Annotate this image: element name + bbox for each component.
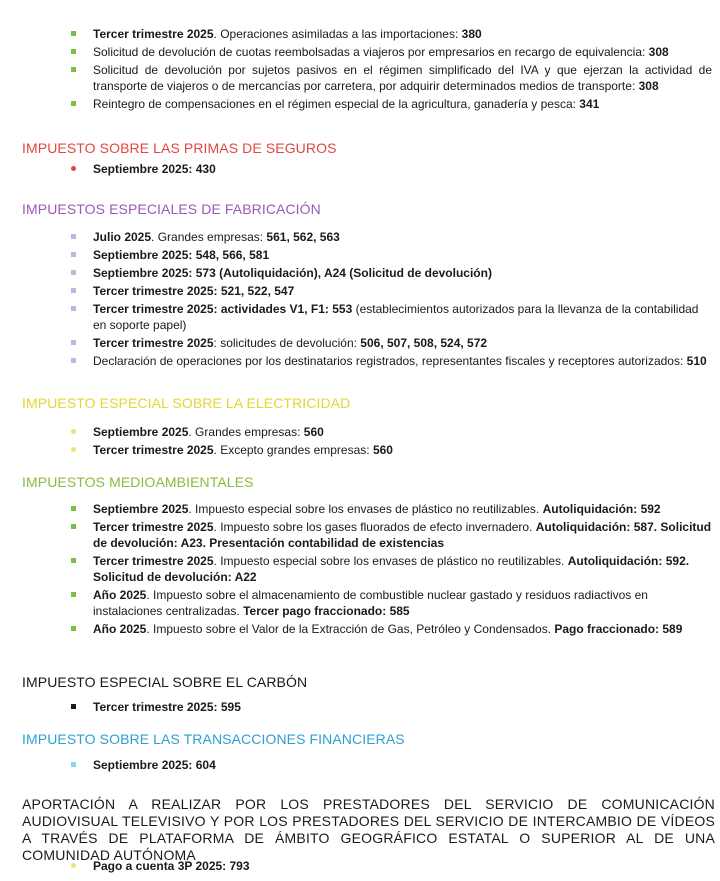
electricidad-list-section (0, 424, 720, 460)
list-item: Septiembre 2025: 548, 566, 581 (0, 247, 720, 263)
list-item: Tercer trimestre 2025: 595 (0, 699, 720, 715)
list-item: Septiembre 2025. Grandes empresas: 560 (0, 424, 720, 440)
square-bullet-icon (71, 558, 76, 563)
list-item: Solicitud de devolución por sujetos pasivos en el régimen simplificado del IVA y que ejerzan la actividad de transporte de viajeros o de mercancías por carretera, por adquirir determinados medios de transporte: 308 (0, 62, 720, 94)
section-heading-electricidad: IMPUESTO ESPECIAL SOBRE LA ELECTRICIDAD (22, 395, 351, 411)
square-bullet-icon (71, 340, 76, 345)
list-item: Tercer trimestre 2025: actividades V1, F1: 553 (establecimientos autorizados para la llevanza de la contabilidad en soporte papel) (0, 301, 720, 333)
section-heading-carbon: IMPUESTO ESPECIAL SOBRE EL CARBÓN (22, 674, 308, 690)
iva-list-section (0, 26, 720, 114)
section-heading-primas: IMPUESTO SOBRE LAS PRIMAS DE SEGUROS (22, 140, 337, 156)
list-item: Septiembre 2025: 430 (0, 161, 720, 177)
medio-list-section (0, 501, 720, 639)
section-heading-transacciones: IMPUESTO SOBRE LAS TRANSACCIONES FINANCIERAS (22, 731, 405, 747)
square-bullet-icon (71, 270, 76, 275)
square-bullet-icon (71, 31, 76, 36)
primas-list-section (0, 161, 720, 179)
list-item: Año 2025. Impuesto sobre el almacenamiento de combustible nuclear gastado y residuos radiactivos en instalaciones centralizadas. Tercer pago fraccionado: 585 (0, 587, 720, 619)
carbon-list-section (0, 699, 720, 717)
square-bullet-icon (71, 626, 76, 631)
square-bullet-icon (71, 592, 76, 597)
square-bullet-icon (71, 49, 76, 54)
list-item: Reintegro de compensaciones en el régimen especial de la agricultura, ganadería y pesca: 341 (0, 96, 720, 112)
square-bullet-icon (71, 524, 76, 529)
list-item: Tercer trimestre 2025. Impuesto especial sobre los envases de plástico no reutilizables. Autoliquidación: 592. Solicitud de devolución: A22 (0, 553, 720, 585)
square-bullet-icon (71, 234, 76, 239)
square-bullet-icon (71, 67, 76, 72)
list-item: Solicitud de devolución de cuotas reembolsadas a viajeros por empresarios en recargo de equivalencia: 308 (0, 44, 720, 60)
list-item: Tercer trimestre 2025: solicitudes de devolución: 506, 507, 508, 524, 572 (0, 335, 720, 351)
round-bullet-icon (71, 166, 76, 171)
audiovisual-list-section (0, 858, 720, 876)
section-heading-audiovisual: APORTACIÓN A REALIZAR POR LOS PRESTADORES DEL SERVICIO DE COMUNICACIÓN AUDIOVISUAL TELEVISIVO Y POR LOS PRESTADORES DEL SERVICIO DE INTERCAMBIO DE VÍDEOS A TRAVÉS DE PLATAFORMA DE ÁMBITO GEOGRÁFICO ESTATAL O SUPERIOR AL DE UNA COMUNIDAD AUTÓNOMA (22, 796, 715, 863)
section-heading-fabricacion: IMPUESTOS ESPECIALES DE FABRICACIÓN (22, 201, 321, 217)
square-bullet-icon (71, 288, 76, 293)
list-item: Tercer trimestre 2025. Operaciones asimiladas a las importaciones: 380 (0, 26, 720, 42)
round-bullet-icon (71, 447, 76, 452)
list-item: Septiembre 2025: 604 (0, 757, 720, 773)
list-item: Declaración de operaciones por los destinatarios registrados, representantes fiscales y receptores autorizados: 510 (0, 353, 720, 369)
list-item: Septiembre 2025: 573 (Autoliquidación), A24 (Solicitud de devolución) (0, 265, 720, 281)
list-item: Julio 2025. Grandes empresas: 561, 562, 563 (0, 229, 720, 245)
list-item: Tercer trimestre 2025: 521, 522, 547 (0, 283, 720, 299)
round-bullet-icon (71, 863, 76, 868)
square-bullet-icon (71, 306, 76, 311)
square-bullet-icon (71, 252, 76, 257)
list-item: Año 2025. Impuesto sobre el Valor de la Extracción de Gas, Petróleo y Condensados. Pago fraccionado: 589 (0, 621, 720, 637)
square-bullet-icon (71, 506, 76, 511)
transacciones-list-section (0, 757, 720, 775)
list-item: Tercer trimestre 2025. Impuesto sobre los gases fluorados de efecto invernadero. Autoliquidación: 587. Solicitud de devolución: A23. Presentación contabilidad de existencias (0, 519, 720, 551)
fabricacion-list-section (0, 229, 720, 371)
square-bullet-icon (71, 358, 76, 363)
section-heading-medioambientales: IMPUESTOS MEDIOAMBIENTALES (22, 474, 254, 490)
round-bullet-icon (71, 429, 76, 434)
list-item: Pago a cuenta 3P 2025: 793 (0, 858, 720, 874)
square-bullet-icon (71, 101, 76, 106)
list-item: Septiembre 2025. Impuesto especial sobre los envases de plástico no reutilizables. Autoliquidación: 592 (0, 501, 720, 517)
square-bullet-icon (71, 704, 76, 709)
list-item: Tercer trimestre 2025. Excepto grandes empresas: 560 (0, 442, 720, 458)
square-bullet-icon (71, 762, 76, 767)
